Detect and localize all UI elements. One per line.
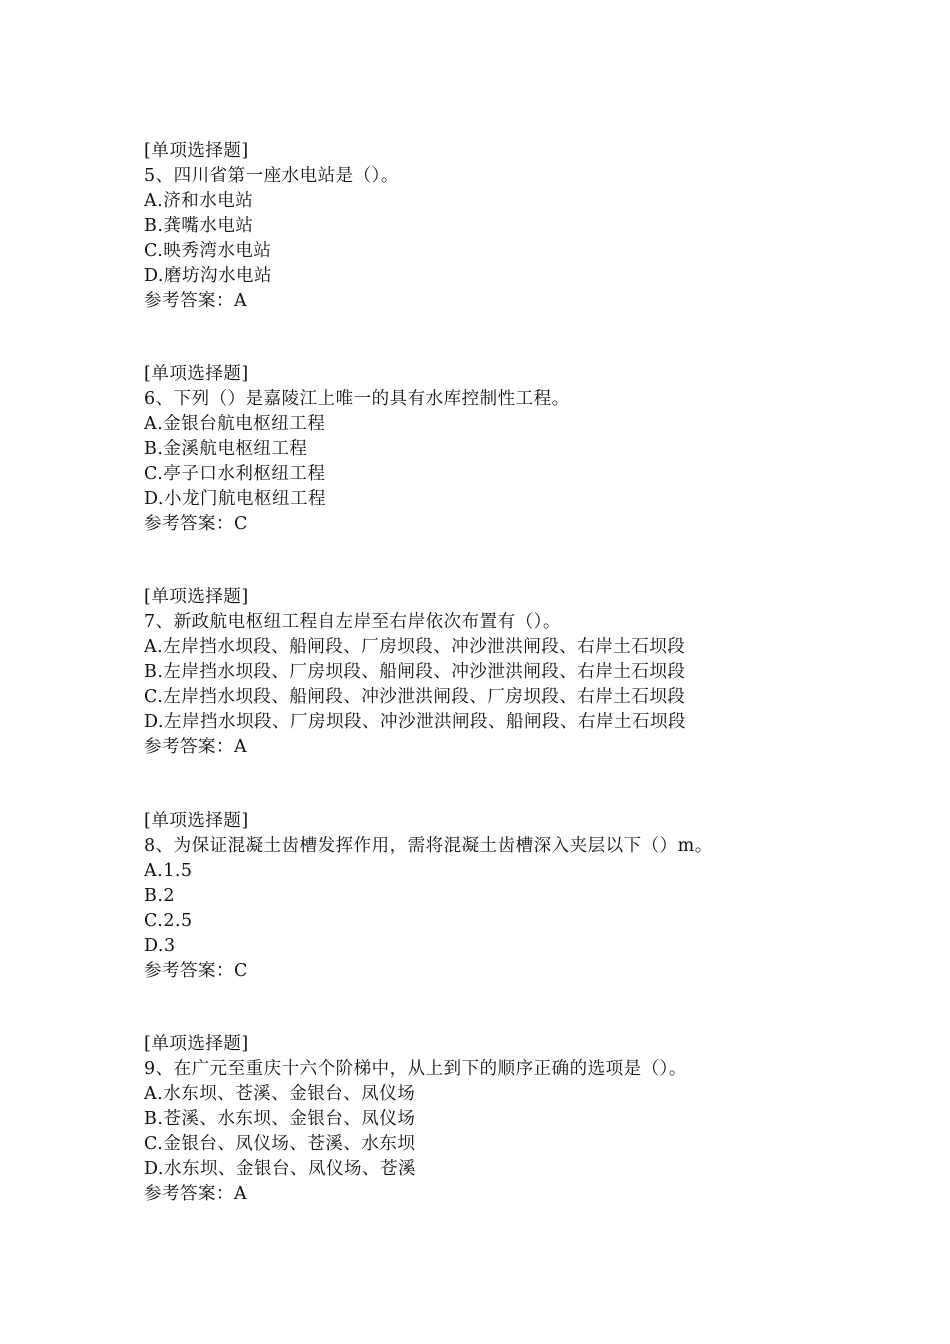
option-a: A.金银台航电枢纽工程 [144,414,326,434]
question-6 [144,362,904,537]
option-d: D.小龙门航电枢纽工程 [144,489,326,509]
reference-answer: 参考答案：A [144,291,248,311]
question-stem: 6、下列（）是嘉陵江上唯一的具有水库控制性工程。 [144,389,570,409]
reference-answer: 参考答案：A [144,1184,248,1204]
option-d: D.水东坝、金银台、凤仪场、苍溪 [144,1159,416,1179]
option-a: A.1.5 [144,861,193,881]
option-c: C.亭子口水利枢纽工程 [144,464,326,484]
question-type-label: [单项选择题] [144,364,249,384]
reference-answer: 参考答案：C [144,961,248,981]
option-a: A.左岸挡水坝段、船闸段、厂房坝段、冲沙泄洪闸段、右岸土石坝段 [144,637,686,657]
question-8 [144,809,904,984]
question-stem: 5、四川省第一座水电站是（）。 [144,166,399,186]
question-7 [144,585,904,760]
question-5 [144,139,904,314]
question-type-label: [单项选择题] [144,141,249,161]
question-type-label: [单项选择题] [144,811,249,831]
option-b: B.2 [144,886,176,906]
option-b: B.左岸挡水坝段、厂房坝段、船闸段、冲沙泄洪闸段、右岸土石坝段 [144,662,686,682]
question-stem: 7、新政航电枢纽工程自左岸至右岸依次布置有（）。 [144,612,561,632]
option-d: D.左岸挡水坝段、厂房坝段、冲沙泄洪闸段、船闸段、右岸土石坝段 [144,712,686,732]
option-d: D.磨坊沟水电站 [144,266,272,286]
reference-answer: 参考答案：A [144,737,248,757]
option-c: C.映秀湾水电站 [144,241,272,261]
option-b: B.金溪航电枢纽工程 [144,439,308,459]
option-c: C.左岸挡水坝段、船闸段、冲沙泄洪闸段、厂房坝段、右岸土石坝段 [144,687,686,707]
option-c: C.2.5 [144,911,193,931]
reference-answer: 参考答案：C [144,514,248,534]
question-type-label: [单项选择题] [144,1034,249,1054]
option-d: D.3 [144,936,176,956]
question-stem: 9、在广元至重庆十六个阶梯中，从上到下的顺序正确的选项是（）。 [144,1059,687,1079]
option-b: B.龚嘴水电站 [144,216,254,236]
option-b: B.苍溪、水东坝、金银台、凤仪场 [144,1109,416,1129]
question-9 [144,1032,904,1207]
option-a: A.水东坝、苍溪、金银台、凤仪场 [144,1084,416,1104]
question-stem: 8、为保证混凝土齿槽发挥作用，需将混凝土齿槽深入夹层以下（）m。 [144,836,713,856]
option-a: A.济和水电站 [144,191,254,211]
option-c: C.金银台、凤仪场、苍溪、水东坝 [144,1134,416,1154]
question-type-label: [单项选择题] [144,587,249,607]
